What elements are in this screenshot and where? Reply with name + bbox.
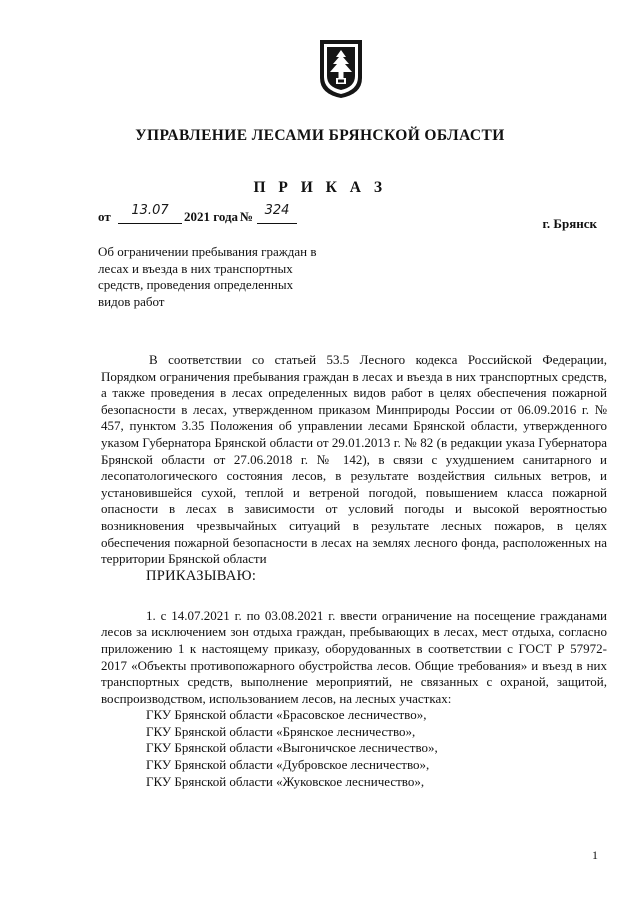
list-item: ГКУ Брянской области «Брасовское лесничество»,: [146, 707, 427, 723]
list-item: ГКУ Брянской области «Выгоничское лесничество»,: [146, 740, 438, 756]
handwritten-date: 13.07: [118, 203, 182, 224]
order-subject: Об ограничении пребывания граждан в лесах и въезда в них транспортных средств, проведения определенных видов работ: [98, 244, 317, 309]
order-item-1: 1. с 14.07.2021 г. по 03.08.2021 г. ввести ограничение на посещение гражданами лесов за исключением зон отдыха граждан, пребывающих в лесах, мест отдыха, согласно приложению 1 к настоящему приказу, оборудованных в соответствии с ГОСТ Р 57972-2017 «Объекты противопожарного обустройства лесов. Общие требования» и въезд в них транспортных средств, выполнение мероприятий, не связанных с охраной, защитой, воспроизводством, использованием лесов, на лесных участках:: [101, 607, 607, 706]
document-type-heading: П Р И К А З: [253, 179, 387, 196]
city-label: г. Брянск: [542, 216, 597, 231]
order-word: ПРИКАЗЫВАЮ:: [146, 567, 257, 584]
organization-title: УПРАВЛЕНИЕ ЛЕСАМИ БРЯНСКОЙ ОБЛАСТИ: [135, 127, 505, 144]
bryansk-coat-of-arms-icon: [318, 38, 364, 100]
list-item: ГКУ Брянской области «Брянское лесничество»,: [146, 723, 416, 739]
preamble-paragraph: В соответствии со статьей 53.5 Лесного кодекса Российской Федерации, Порядком ограничения пребывания граждан в лесах и въезда в них транспортных средств, а также проведения в лесах определенных видов работ в целях обеспечения пожарной безопасности в лесах, утвержденном приказом Минприроды России от 06.09.2016 г. № 457, пунктом 3.35 Положения об управлении лесами Брянской области, утвержденного указом Губернатора Брянской области от 29.01.2013 г. № 82 (в редакции указа Губернатора Брянской области от 27.06.2018 г. № 142), в связи с ухудшением санитарного и лесопатологического состояния лесов, в результате воздействия сильных ветров, и установившейся сухой, теплой и ветреной погодой, повышением класса пожарной опасности в лесах в зависимости от условий погоды и высокой вероятностью возникновения чрезвычайных ситуаций в результате лесных пожаров, в целях обеспечения пожарной безопасности в лесах на землях лесного фонда, расположенных на территории Брянской области: [101, 352, 607, 567]
number-prefix: №: [240, 209, 254, 224]
forestry-list: [101, 707, 607, 790]
handwritten-number: 324: [257, 203, 297, 224]
page-number: 1: [592, 848, 598, 862]
year-text: 2021 года: [184, 209, 239, 224]
list-item: ГКУ Брянской области «Жуковское лесничество»,: [146, 773, 425, 789]
order-body: [101, 352, 607, 790]
date-prefix: от: [98, 209, 111, 224]
list-item: ГКУ Брянской области «Дубровское лесничество»,: [146, 757, 430, 773]
